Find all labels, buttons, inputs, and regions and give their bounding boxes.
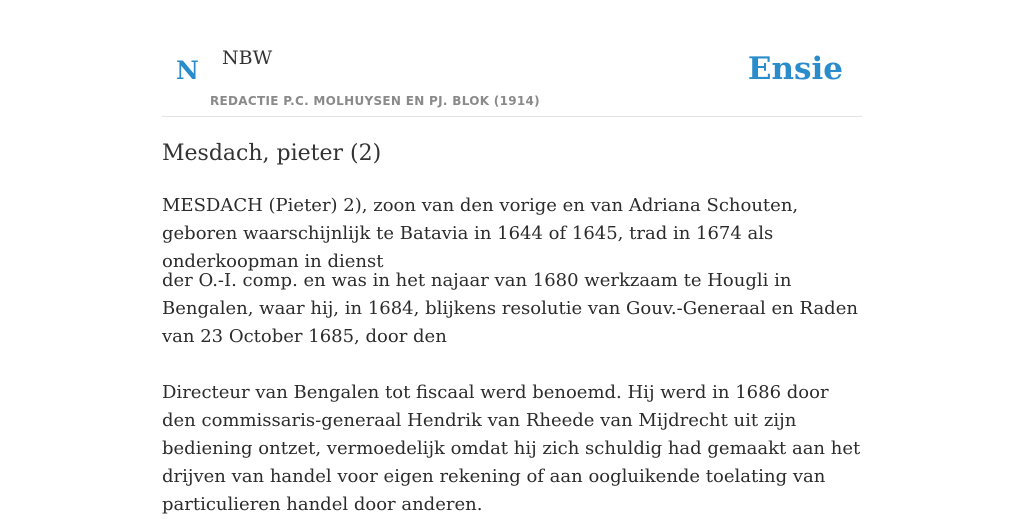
page-title: Mesdach, pieter (2) [162,141,382,166]
source-logo-icon[interactable]: N [176,56,199,85]
source-subtitle: REDACTIE P.C. MOLHUYSEN EN PJ. BLOK (1914) [210,94,540,108]
article-paragraph: MESDACH (Pieter) 2), zoon van den vorige en van Adriana Schouten, geboren waarschijnlijk te Batavia in 1644 of 1645, trad in 1674 als onderkoopman in dienst [162,195,799,272]
brand-logo[interactable]: Ensie [747,51,843,87]
article-paragraph: der O.-I. comp. en was in het najaar van 1680 werkzaam te Hougli in Bengalen, waar hij, in 1684, blijkens resolutie van Gouv.-Generaal en Raden van 23 October 1685, door den [162,270,858,347]
article-paragraph: Directeur van Bengalen tot fiscaal werd benoemd. Hij werd in 1686 door den commissaris-generaal Hendrik van Rheede van Mijdrecht uit zijn bediening ontzet, vermoedelijk omdat hij zich schuldig had gemaakt aan het drijven van handel voor eigen rekening of aan oogluikende toelating van particulieren handel door anderen. [162,382,861,515]
header [162,0,862,117]
source-name[interactable]: NBW [222,47,273,69]
